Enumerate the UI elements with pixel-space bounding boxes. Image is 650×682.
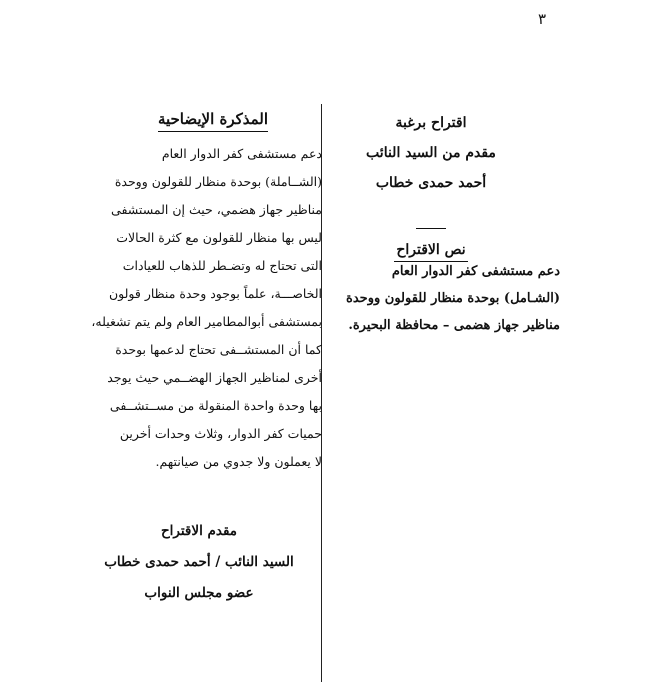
- signer-position: عضو مجلس النواب: [144, 585, 254, 601]
- proposal-text-line: (الشـامل) بوحدة منظار للقولون ووحدة: [346, 291, 560, 306]
- proposal-text-line: دعم مستشفى كفر الدوار العام: [391, 264, 560, 279]
- memo-line: ليس بها منظار للقولون مع كثرة الحالات: [116, 230, 322, 245]
- memo-line: بمستشفى أبوالمطامير العام ولم يتم تشغيله،: [91, 314, 322, 329]
- proposal-submitted-by: مقدم من السيد النائب: [366, 145, 496, 161]
- memo-line: (الشــاملة) بوحدة منظار للقولون ووحدة: [114, 174, 322, 189]
- memo-line: التى تحتاج له وتضـطر للذهاب للعيادات: [122, 258, 322, 273]
- memo-line: دعم مستشفى كفر الدوار العام: [161, 146, 322, 161]
- memo-title-text: المذكرة الإيضاحية: [158, 108, 268, 132]
- proposal-text-line: مناظير جهاز هضمى – محافظة البحيرة.: [348, 318, 560, 333]
- memo-signer: [100, 516, 298, 609]
- page-number: ٣: [538, 10, 547, 28]
- proposal-type: اقتراح برغبة: [395, 115, 467, 131]
- memo-line: الخاصـــة، علماً بوجود وحدة منظار قولون: [108, 286, 322, 301]
- proposal-text-heading: نص الاقتراح: [394, 240, 467, 262]
- proposal-member-name: أحمد حمدى خطاب: [375, 175, 487, 191]
- memo-line: كما أن المستشــفى تحتاج لدعمها بوحدة: [115, 342, 322, 357]
- memo-body: [91, 140, 322, 476]
- proposal-header: [336, 108, 526, 262]
- memo-line: أخرى لمناظير الجهاز الهضــمي حيث يوجد: [107, 370, 322, 385]
- memo-line: مناظير جهاز هضمي، حيث إن المستشفى: [111, 202, 322, 217]
- memo-line: لا يعملون ولا جدوي من صيانتهم.: [155, 454, 322, 469]
- short-rule: [416, 228, 446, 229]
- memo-line: حميات كفر الدوار، وثلاث وحدات أخرين: [119, 426, 322, 441]
- proposal-text: [336, 258, 560, 339]
- signer-name: السيد النائب / أحمد حمدى خطاب: [104, 554, 294, 570]
- memo-title: [148, 108, 278, 132]
- memo-line: بها وحدة واحدة المنقولة من مســتشــفى: [109, 398, 322, 413]
- signer-label: مقدم الاقتراح: [160, 523, 238, 539]
